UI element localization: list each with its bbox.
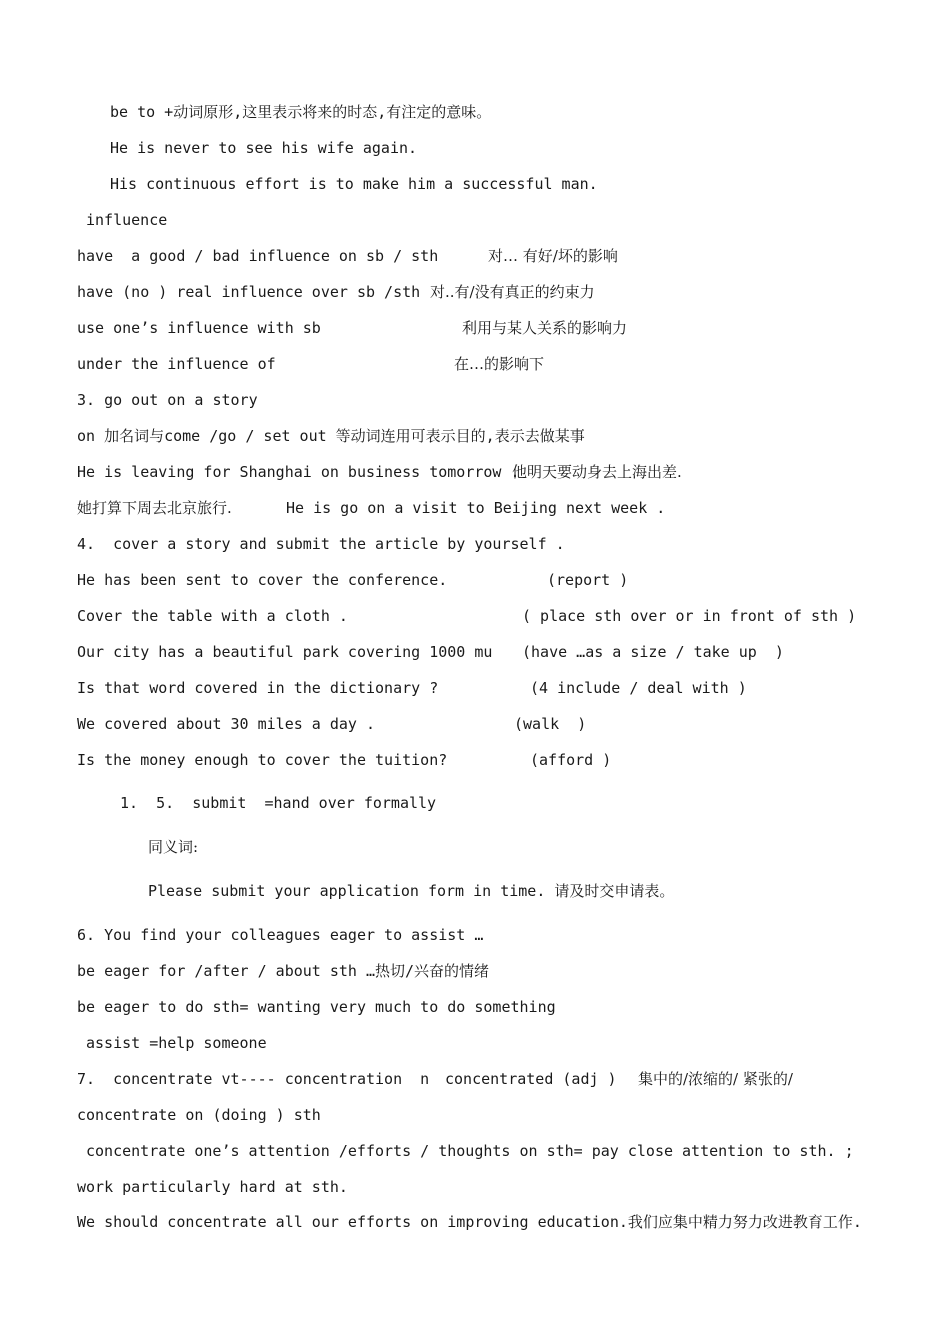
phrase: concentrate on (doing ) sth	[77, 1106, 321, 1124]
example-sentence: He is never to see his wife again.	[110, 139, 418, 157]
word-heading: influence	[86, 211, 168, 229]
example-sentence: We covered about 30 miles a day .	[77, 715, 376, 733]
phrase: work particularly hard at sth.	[77, 1178, 348, 1196]
phrase: assist =help someone	[86, 1034, 267, 1052]
synonym-label: 同义词:	[148, 838, 199, 856]
phrase-meaning: 对… 有好/坏的影响	[488, 247, 618, 265]
phrase: use one’s influence with sb	[77, 319, 321, 337]
meaning-note: (4 include / deal with )	[530, 679, 747, 697]
word-form: concentrated (adj )	[445, 1070, 617, 1088]
meaning-note: (report )	[547, 571, 629, 589]
example-sentence: Our city has a beautiful park covering 1000 mu	[77, 643, 493, 661]
phrase: have a good / bad influence on sb / sth	[77, 247, 439, 265]
phrase: under the influence of	[77, 355, 276, 373]
phrase-meaning: 对..有/没有真正的约束力	[430, 283, 595, 301]
translation: 她打算下周去北京旅行.	[77, 499, 232, 517]
section-heading: 7. concentrate vt---- concentration n	[77, 1070, 430, 1088]
example-sentence: He has been sent to cover the conference.	[77, 571, 448, 589]
meaning-note: (have …as a size / take up )	[522, 643, 784, 661]
explanation: on 加名词与come /go / set out 等动词连用可表示目的,表示去做某事	[77, 427, 585, 445]
section-heading: 4. cover a story and submit the article by yourself .	[77, 535, 565, 553]
example-sentence: Is that word covered in the dictionary ?	[77, 679, 439, 697]
phrase: have (no ) real influence over sb /sth	[77, 283, 421, 301]
phrase-meaning: 在…的影响下	[454, 355, 545, 373]
word-meaning: 集中的/浓缩的/ 紧张的/	[638, 1070, 793, 1088]
phrase: be eager to do sth= wanting very much to do something	[77, 998, 556, 1016]
example-sentence: He is go on a visit to Beijing next week .	[286, 499, 666, 517]
line-be-to: be to +动词原形,这里表示将来的时态,有注定的意味。	[110, 103, 492, 121]
phrase: concentrate one’s attention /efforts / thoughts on sth= pay close attention to sth. ;	[86, 1142, 854, 1160]
example-sentence: He is leaving for Shanghai on business tomorrow .	[77, 463, 520, 481]
phrase: be eager for /after / about sth …热切/兴奋的情绪	[77, 962, 490, 980]
meaning-note: (afford )	[530, 751, 612, 769]
example-sentence: His continuous effort is to make him a successful man.	[110, 175, 598, 193]
section-heading: 1. 5. submit =hand over formally	[120, 794, 437, 812]
example-sentence: Cover the table with a cloth .	[77, 607, 348, 625]
translation: 他明天要动身去上海出差.	[512, 463, 682, 481]
section-heading: 3. go out on a story	[77, 391, 258, 409]
example-sentence: Please submit your application form in time. 请及时交申请表。	[148, 882, 675, 900]
example-sentence: We should concentrate all our efforts on improving education.我们应集中精力努力改进教育工作.	[77, 1213, 862, 1231]
phrase-meaning: 利用与某人关系的影响力	[462, 319, 628, 337]
example-sentence: Is the money enough to cover the tuition?	[77, 751, 448, 769]
meaning-note: (walk )	[514, 715, 587, 733]
meaning-note: ( place sth over or in front of sth )	[522, 607, 857, 625]
section-heading: 6. You find your colleagues eager to assist …	[77, 926, 484, 944]
